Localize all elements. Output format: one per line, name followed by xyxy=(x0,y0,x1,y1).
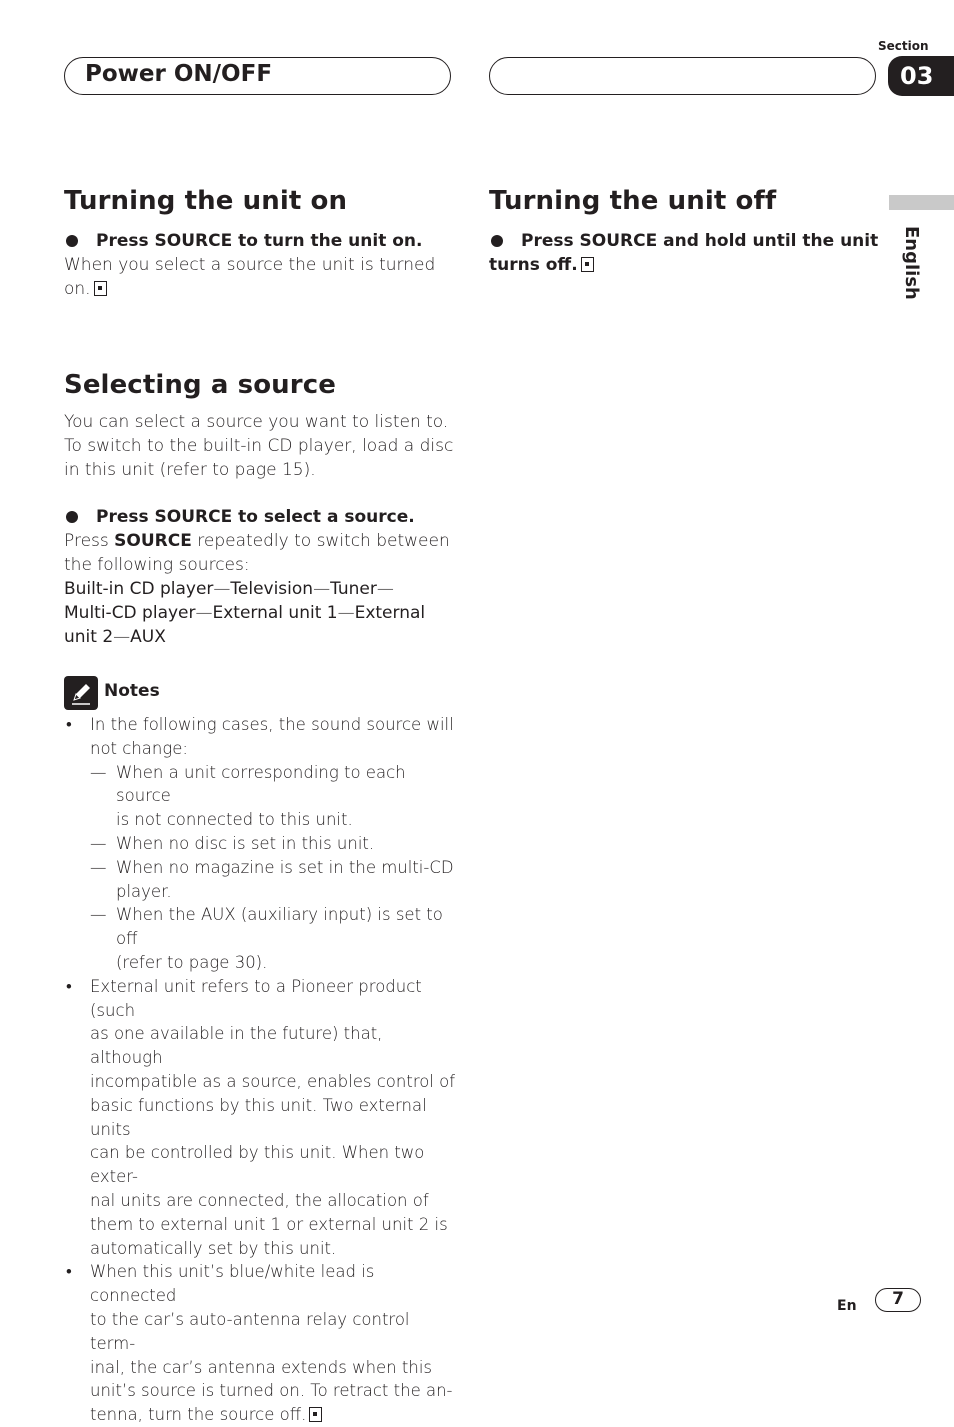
note-line: When the AUX (auxiliary input) is set to off xyxy=(116,905,443,949)
note-line: automatically set by this unit. xyxy=(90,1238,337,1258)
turning-on-desc-line2: on. xyxy=(64,279,91,299)
bullet-dot-icon xyxy=(66,511,78,523)
turning-off-heading: Turning the unit off xyxy=(489,186,777,216)
dash-mark: — xyxy=(90,905,107,925)
header-empty-pill xyxy=(489,57,876,95)
note-line: basic functions by this unit. Two external units xyxy=(90,1095,427,1139)
footer-lang-code: En xyxy=(837,1298,857,1314)
selecting-intro xyxy=(64,410,464,482)
note-line: tenna, turn the source off. xyxy=(90,1405,307,1425)
language-tab xyxy=(889,195,954,210)
note-item xyxy=(64,1260,456,1427)
note-line: inal, the car’s antenna extends when this xyxy=(90,1357,432,1377)
selecting-desc xyxy=(64,529,464,649)
note-line: • When this unit’s blue/white lead is connected xyxy=(90,1262,375,1306)
bullet-dot-icon xyxy=(491,235,503,247)
turning-on-heading: Turning the unit on xyxy=(64,186,348,216)
note-line: as one available in the future) that, although xyxy=(90,1024,383,1068)
end-square-icon xyxy=(94,281,107,296)
chapter-title: Power ON/OFF xyxy=(85,61,273,87)
turning-on-desc xyxy=(64,253,464,301)
dash-mark: — xyxy=(90,857,107,877)
note-line: them to external unit 1 or external unit 2 is xyxy=(90,1214,448,1234)
turning-off-step-line2: turns off. xyxy=(489,255,578,275)
note-line: unit’s source is turned on. To retract the an- xyxy=(90,1381,453,1401)
press-key: SOURCE xyxy=(114,531,192,551)
note-sub-item xyxy=(90,856,456,904)
following-sources-text: the following sources: xyxy=(64,555,250,575)
selecting-intro-line: You can select a source you want to listen to. xyxy=(64,412,449,432)
section-label: Section xyxy=(878,39,929,53)
source-item: Built-in CD player xyxy=(64,579,214,599)
note-line: is not connected to this unit. xyxy=(116,810,353,830)
selecting-intro-line: To switch to the built-in CD player, load a disc xyxy=(64,436,454,456)
selecting-heading: Selecting a source xyxy=(64,370,336,400)
note-sub-item xyxy=(90,832,456,856)
source-item: External xyxy=(354,603,426,623)
source-item: unit 2 xyxy=(64,627,114,647)
source-separator: — xyxy=(195,603,213,623)
end-square-icon xyxy=(309,1407,322,1422)
bullet-dot-icon xyxy=(66,235,78,247)
note-line: When a unit corresponding to each source xyxy=(116,762,406,806)
note-item xyxy=(64,975,456,1261)
source-separator: — xyxy=(213,579,231,599)
page-number: 7 xyxy=(875,1288,921,1312)
turning-off-step-line1: Press SOURCE and hold until the unit xyxy=(521,231,879,251)
source-item: AUX xyxy=(130,627,166,647)
selecting-step: Press SOURCE to select a source. xyxy=(96,507,415,527)
turning-on-desc-line1: When you select a source the unit is turned xyxy=(64,255,436,275)
source-separator: — xyxy=(337,603,355,623)
note-line: • In the following cases, the sound source will xyxy=(90,715,454,734)
chapter-title-pill xyxy=(64,57,451,95)
press-suffix: repeatedly to switch between xyxy=(191,531,450,551)
note-sub-item xyxy=(90,761,456,832)
notes-list xyxy=(64,713,456,1427)
source-item: Multi-CD player xyxy=(64,603,196,623)
notes-title: Notes xyxy=(104,681,160,701)
note-line: • External unit refers to a Pioneer product (such xyxy=(90,976,422,1020)
note-item xyxy=(64,713,456,975)
note-line: nal units are connected, the allocation of xyxy=(90,1190,429,1210)
note-line: to the car’s auto-antenna relay control term- xyxy=(90,1309,410,1353)
source-separator: — xyxy=(113,627,131,647)
note-line: incompatible as a source, enables control of xyxy=(90,1071,456,1091)
dash-mark: — xyxy=(90,833,107,853)
note-line: player. xyxy=(116,881,172,901)
source-separator: — xyxy=(313,579,331,599)
source-item: External unit 1 xyxy=(212,603,338,623)
pencil-icon xyxy=(64,676,98,710)
end-square-icon xyxy=(581,257,594,272)
dash-mark: — xyxy=(90,762,107,782)
note-line: (refer to page 30). xyxy=(116,952,268,972)
press-prefix: Press xyxy=(64,531,115,551)
selecting-intro-line: in this unit (refer to page 15). xyxy=(64,460,316,480)
section-number: 03 xyxy=(888,56,954,96)
source-separator: — xyxy=(376,579,394,599)
source-item: Television xyxy=(230,579,314,599)
source-item: Tuner xyxy=(330,579,377,599)
note-line: can be controlled by this unit. When two exter- xyxy=(90,1143,425,1187)
turning-off-step-line2-wrap xyxy=(489,253,594,277)
note-line: When no disc is set in this unit. xyxy=(116,833,375,853)
note-line: When no magazine is set in the multi-CD xyxy=(116,857,454,877)
note-sub-item xyxy=(90,903,456,974)
turning-on-step: Press SOURCE to turn the unit on. xyxy=(96,231,423,251)
language-label: English xyxy=(901,226,922,300)
note-line: not change: xyxy=(90,738,188,758)
